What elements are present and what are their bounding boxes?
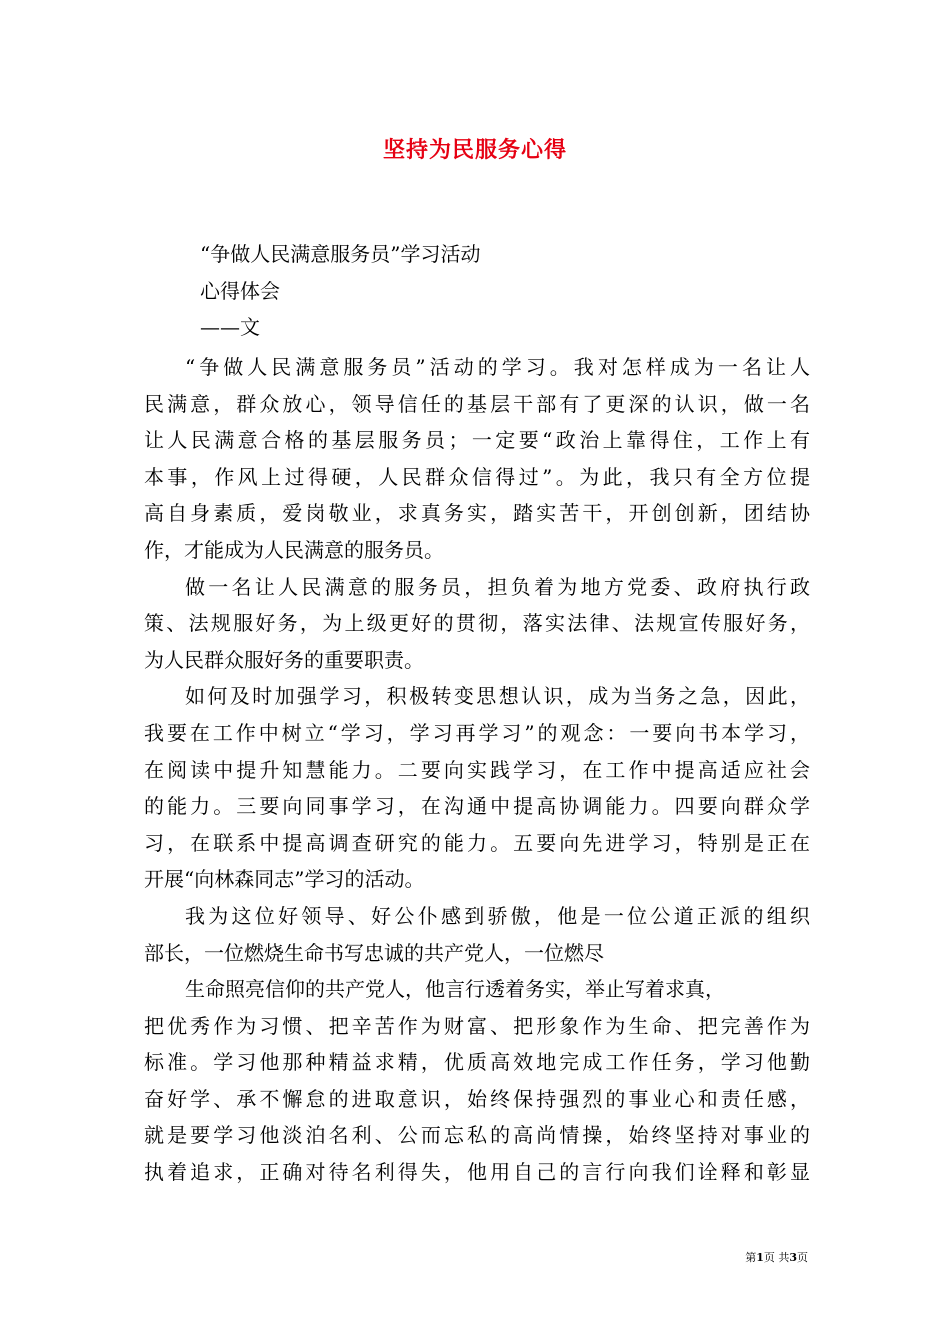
body-line: 我为这位好领导、好公仆感到骄傲，他是一位公道正派的组织 (185, 903, 810, 928)
body-line: 标准。学习他那种精益求精，优质高效地完成工作任务，学习他勤 (144, 1050, 810, 1075)
body-line: 为人民群众服好务的重要职责。 (144, 647, 424, 672)
footer-suffix: 页 (797, 1251, 808, 1264)
body-line: 执着追求，正确对待名利得失，他用自己的言行向我们诠释和彰显 (144, 1160, 810, 1185)
body-line: 部长，一位燃烧生命书写忠诚的共产党人，一位燃尽 (144, 940, 604, 965)
body-line: 如何及时加强学习，积极转变思想认识，成为当务之急，因此， (185, 684, 810, 709)
page-footer (745, 1249, 808, 1265)
body-line: 民满意，群众放心，领导信任的基层干部有了更深的认识，做一名 (144, 391, 810, 416)
body-line: 做一名让人民满意的服务员，担负着为地方党委、政府执行政 (185, 574, 810, 599)
body-line: 作，才能成为人民满意的服务员。 (144, 537, 444, 562)
footer-page-number: 1 (756, 1251, 764, 1264)
body-line: 在阅读中提升知慧能力。二要向实践学习，在工作中提高适应社会 (144, 757, 810, 782)
body-line: 生命照亮信仰的共产党人，他言行透着务实，举止写着求真， (185, 977, 725, 1002)
body-line: 的能力。三要向同事学习，在沟通中提高协调能力。四要向群众学 (144, 794, 810, 819)
footer-total-pages: 3 (789, 1251, 797, 1264)
body-line: 本事，作风上过得硬，人民群众信得过”。为此，我只有全方位提 (144, 464, 810, 489)
body-line: 我要在工作中树立“学习，学习再学习”的观念：一要向书本学习， (144, 720, 810, 745)
subtitle-line-1: “争做人民满意服务员”学习活动 (200, 242, 481, 266)
subtitle-line-2: 心得体会 (200, 279, 280, 303)
body-line: 让人民满意合格的基层服务员；一定要“政治上靠得住，工作上有 (144, 428, 810, 453)
body-line: 高自身素质，爱岗敬业，求真务实，踏实苦干，开创创新，团结协 (144, 501, 810, 526)
body-text (144, 349, 810, 1191)
document-title: 坚持为民服务心得 (382, 137, 567, 163)
footer-prefix: 第 (745, 1251, 757, 1264)
body-line: 奋好学、承不懈怠的进取意识，始终保持强烈的事业心和责任感， (144, 1086, 810, 1111)
footer-middle: 页 共 (763, 1251, 790, 1264)
body-line: 策、法规服好务，为上级更好的贯彻，落实法律、法规宣传服好务， (144, 611, 810, 636)
body-line: 把优秀作为习惯、把辛苦作为财富、把形象作为生命、把完善作为 (144, 1013, 810, 1038)
body-line: 习，在联系中提高调查研究的能力。五要向先进学习，特别是正在 (144, 830, 810, 855)
body-line: 就是要学习他淡泊名利、公而忘私的高尚情操，始终坚持对事业的 (144, 1123, 810, 1148)
author-line: ——文 (200, 315, 260, 339)
body-line: “争做人民满意服务员”活动的学习。我对怎样成为一名让人 (185, 355, 810, 379)
body-line: 开展“向林森同志”学习的活动。 (144, 867, 425, 892)
